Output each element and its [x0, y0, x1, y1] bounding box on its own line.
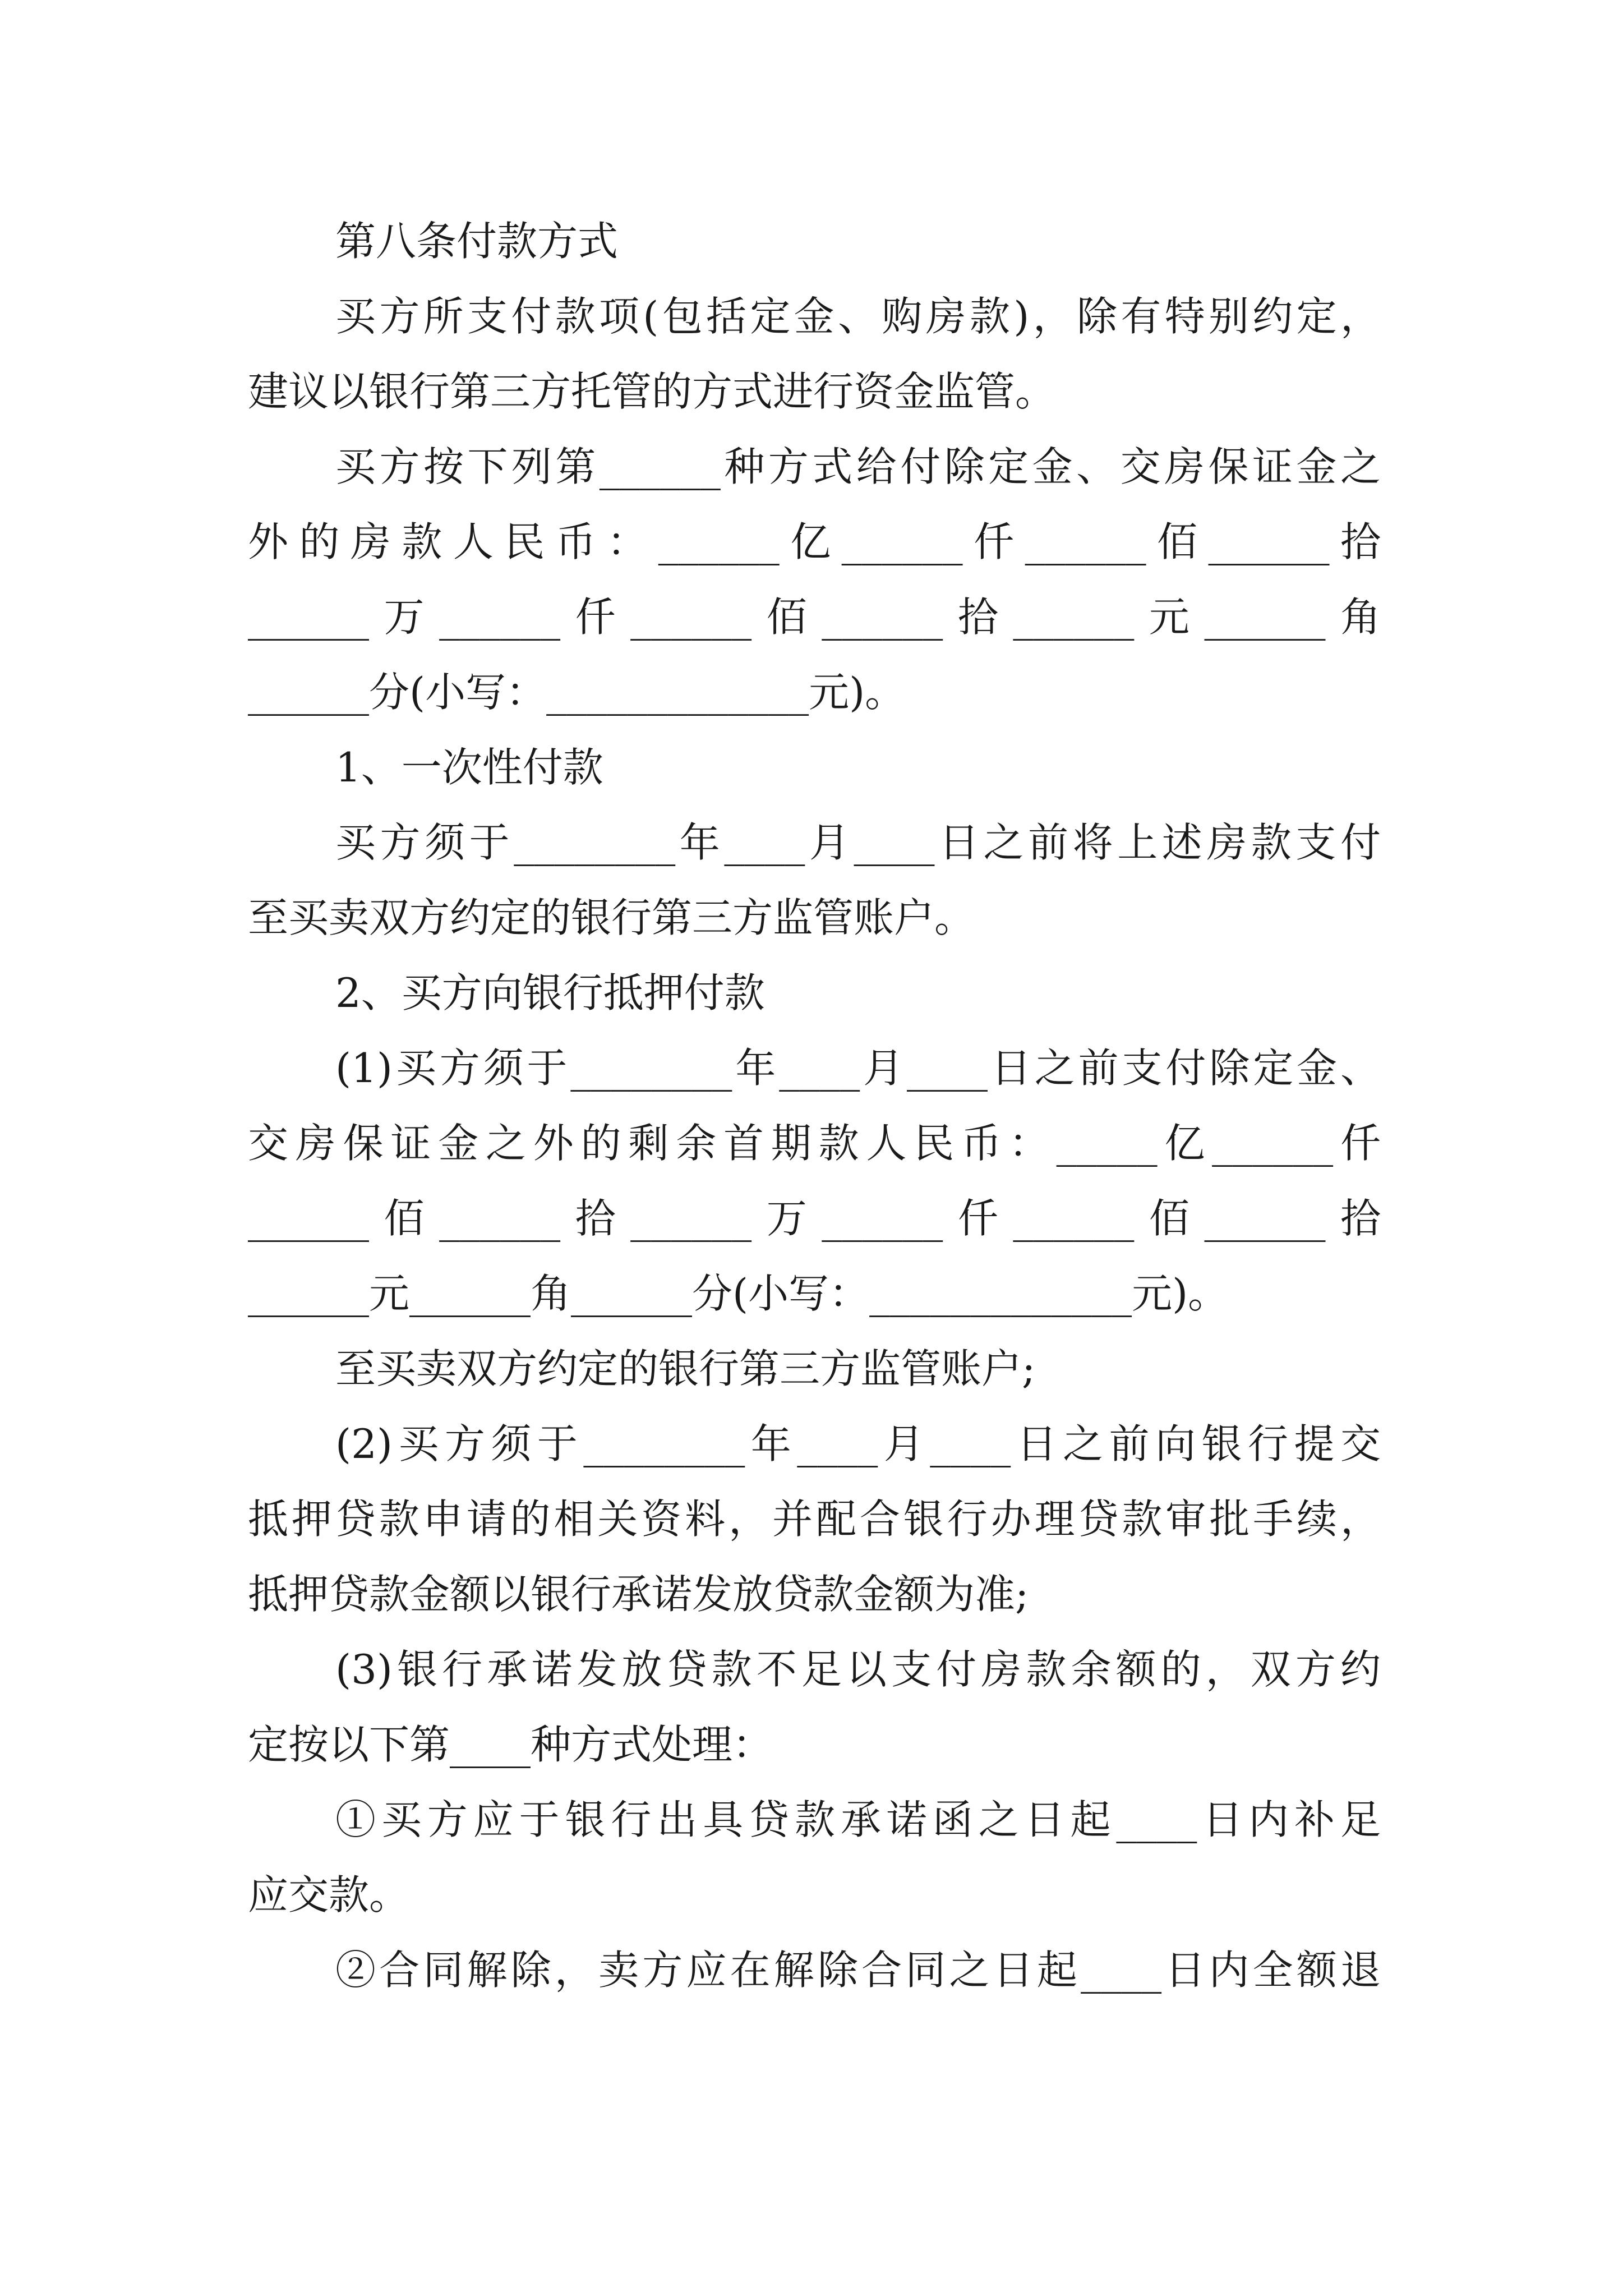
subsection-heading: 1、一次性付款	[335, 744, 603, 791]
paragraph-line: 外的房款人民币：______亿______仟______佰______拾	[248, 518, 1381, 565]
paragraph-line: 买方须于________年____月____日之前将上述房款支付	[335, 819, 1381, 866]
paragraph-line: 至买卖双方约定的银行第三方监管账户;	[335, 1345, 1036, 1392]
section-heading: 第八条付款方式	[335, 218, 619, 265]
paragraph-line: 买方按下列第______种方式给付除定金、交房保证金之	[335, 443, 1381, 490]
paragraph-line: ②合同解除，卖方应在解除合同之日起____日内全额退	[335, 1947, 1381, 1994]
paragraph-line: (2)买方须于________年____月____日之前向银行提交	[335, 1420, 1381, 1467]
paragraph-line: ______万______仟______佰______拾______元______角	[248, 593, 1381, 641]
paragraph-line: ______元______角______分(小写：_____________元)。	[248, 1270, 1229, 1317]
paragraph-line: (1)买方须于________年____月____日之前支付除定金、	[335, 1045, 1381, 1092]
paragraph-line: 定按以下第____种方式处理：	[248, 1721, 773, 1768]
paragraph-line: ______佰______拾______万______仟______佰______拾	[248, 1195, 1381, 1242]
subsection-heading: 2、买方向银行抵押付款	[335, 969, 765, 1016]
paragraph-line: ①买方应于银行出具贷款承诺函之日起____日内补足	[335, 1796, 1381, 1843]
paragraph-line: 应交款。	[248, 1871, 410, 1918]
paragraph-line: 抵押贷款金额以银行承诺发放贷款金额为准;	[248, 1571, 1029, 1618]
paragraph-line: 至买卖双方约定的银行第三方监管账户。	[248, 894, 975, 941]
paragraph-line: 交房保证金之外的剩余首期款人民币：_____亿______仟	[248, 1120, 1381, 1167]
paragraph-line: 抵押贷款申请的相关资料，并配合银行办理贷款审批手续，	[248, 1496, 1381, 1543]
paragraph-line: 建议以银行第三方托管的方式进行资金监管。	[248, 368, 1056, 415]
paragraph-line: (3)银行承诺发放贷款不足以支付房款余额的，双方约	[335, 1646, 1381, 1693]
paragraph-line: ______分(小写：_____________元)。	[248, 669, 906, 716]
paragraph-line: 买方所支付款项(包括定金、购房款)，除有特别约定，	[335, 293, 1381, 340]
